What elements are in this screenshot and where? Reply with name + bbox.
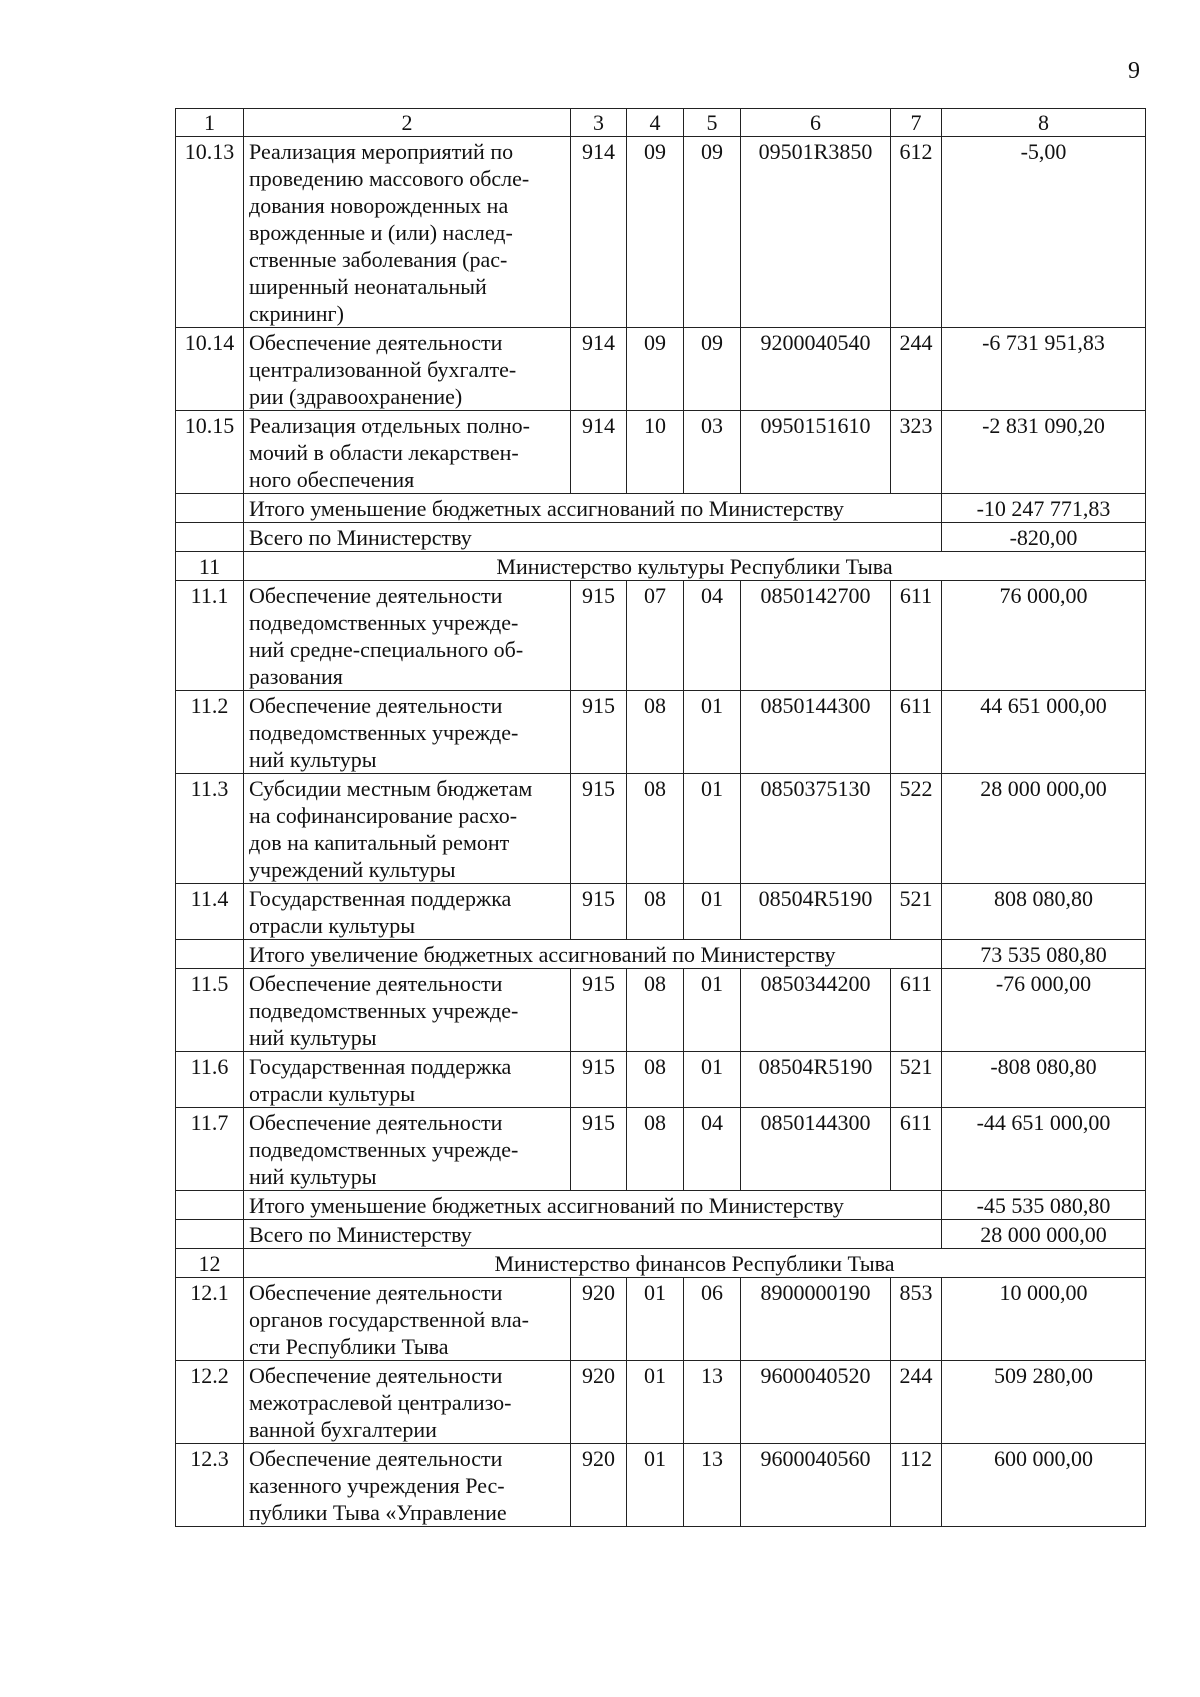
row-code-7: 612: [891, 137, 942, 328]
row-description: [244, 411, 571, 494]
description-line: подведомственных учрежде-: [249, 610, 519, 635]
description-line: Обеспечение деятельности: [249, 583, 503, 608]
row-code-5: 13: [684, 1444, 741, 1527]
row-code-7: 244: [891, 1361, 942, 1444]
header-cell-1: 1: [176, 109, 244, 137]
header-cell-5: 5: [684, 109, 741, 137]
section-number: 12: [176, 1249, 244, 1278]
row-code-7: 521: [891, 884, 942, 940]
row-code-6: 0850144300: [741, 1108, 891, 1191]
row-amount: -808 080,80: [942, 1052, 1146, 1108]
description-line: отрасли культуры: [249, 913, 416, 938]
row-code-7: 244: [891, 328, 942, 411]
row-code-4: 09: [627, 328, 684, 411]
row-amount: -44 651 000,00: [942, 1108, 1146, 1191]
row-code-3: 915: [571, 884, 627, 940]
row-code-4: 09: [627, 137, 684, 328]
subtotal-row: [176, 494, 1146, 523]
row-code-3: 915: [571, 1052, 627, 1108]
subtotal-label: Итого уменьшение бюджетных ассигнований по Министерству: [244, 1191, 942, 1220]
description-line: мочий в области лекарствен-: [249, 440, 519, 465]
table-row: [176, 137, 1146, 328]
row-code-4: 01: [627, 1361, 684, 1444]
header-cell-4: 4: [627, 109, 684, 137]
description-line: Обеспечение деятельности: [249, 1363, 503, 1388]
row-code-5: 04: [684, 1108, 741, 1191]
subtotal-amount: -45 535 080,80: [942, 1191, 1146, 1220]
row-code-4: 08: [627, 969, 684, 1052]
description-line: ванной бухгалтерии: [249, 1417, 437, 1442]
description-line: органов государственной вла-: [249, 1307, 529, 1332]
row-code-5: 09: [684, 137, 741, 328]
description-line: Субсидии местным бюджетам: [249, 776, 533, 801]
row-number: 11.3: [176, 774, 244, 884]
row-code-6: 8900000190: [741, 1278, 891, 1361]
section-row: [176, 1249, 1146, 1278]
table-body: [176, 109, 1146, 1527]
row-code-5: 04: [684, 581, 741, 691]
description-line: учреждений культуры: [249, 857, 456, 882]
description-line: подведомственных учрежде-: [249, 720, 519, 745]
row-amount: -5,00: [942, 137, 1146, 328]
row-code-4: 08: [627, 884, 684, 940]
row-code-7: 611: [891, 969, 942, 1052]
row-code-4: 08: [627, 774, 684, 884]
subtotal-row: [176, 940, 1146, 969]
row-code-3: 920: [571, 1361, 627, 1444]
row-description: [244, 884, 571, 940]
header-cell-3: 3: [571, 109, 627, 137]
description-line: ширенный неонатальный: [249, 274, 487, 299]
subtotal-amount: -10 247 771,83: [942, 494, 1146, 523]
description-line: ного обеспечения: [249, 467, 415, 492]
row-code-5: 01: [684, 691, 741, 774]
row-code-7: 853: [891, 1278, 942, 1361]
row-code-6: 08504R5190: [741, 884, 891, 940]
row-description: [244, 1108, 571, 1191]
table-row: [176, 1052, 1146, 1108]
description-line: ний культуры: [249, 1164, 377, 1189]
row-code-6: 9600040560: [741, 1444, 891, 1527]
subtotal-empty-cell: [176, 1191, 244, 1220]
subtotal-amount: -820,00: [942, 523, 1146, 552]
row-code-3: 914: [571, 137, 627, 328]
description-line: проведению массового обсле-: [249, 166, 530, 191]
section-title: Министерство культуры Республики Тыва: [244, 552, 1146, 581]
row-number: 10.14: [176, 328, 244, 411]
row-number: 12.1: [176, 1278, 244, 1361]
table-row: [176, 884, 1146, 940]
description-line: подведомственных учрежде-: [249, 998, 519, 1023]
row-description: [244, 691, 571, 774]
row-description: [244, 1361, 571, 1444]
description-line: Реализация отдельных полно-: [249, 413, 530, 438]
subtotal-row: [176, 523, 1146, 552]
description-line: ний культуры: [249, 1025, 377, 1050]
table-row: [176, 581, 1146, 691]
section-title: Министерство финансов Республики Тыва: [244, 1249, 1146, 1278]
subtotal-label: Всего по Министерству: [244, 523, 942, 552]
row-amount: 600 000,00: [942, 1444, 1146, 1527]
row-number: 12.2: [176, 1361, 244, 1444]
row-code-3: 920: [571, 1278, 627, 1361]
row-number: 12.3: [176, 1444, 244, 1527]
row-code-4: 01: [627, 1278, 684, 1361]
description-line: подведомственных учрежде-: [249, 1137, 519, 1162]
table-row: [176, 411, 1146, 494]
row-code-6: 0850144300: [741, 691, 891, 774]
row-number: 11.4: [176, 884, 244, 940]
row-description: [244, 969, 571, 1052]
description-line: Обеспечение деятельности: [249, 971, 503, 996]
section-row: [176, 552, 1146, 581]
row-code-7: 522: [891, 774, 942, 884]
row-code-5: 06: [684, 1278, 741, 1361]
row-amount: -76 000,00: [942, 969, 1146, 1052]
description-line: разования: [249, 664, 343, 689]
budget-table: [175, 108, 1146, 1527]
row-description: [244, 1052, 571, 1108]
row-code-7: 521: [891, 1052, 942, 1108]
description-line: межотраслевой централизо-: [249, 1390, 512, 1415]
row-number: 11.5: [176, 969, 244, 1052]
description-line: сти Республики Тыва: [249, 1334, 449, 1359]
row-code-6: 9200040540: [741, 328, 891, 411]
row-code-5: 01: [684, 1052, 741, 1108]
row-code-4: 08: [627, 1052, 684, 1108]
row-description: [244, 137, 571, 328]
row-amount: -6 731 951,83: [942, 328, 1146, 411]
row-number: 11.1: [176, 581, 244, 691]
row-code-6: 0850375130: [741, 774, 891, 884]
row-number: 10.15: [176, 411, 244, 494]
subtotal-empty-cell: [176, 494, 244, 523]
description-line: рии (здравоохранение): [249, 384, 463, 409]
description-line: публики Тыва «Управление: [249, 1500, 507, 1525]
description-line: ственные заболевания (рас-: [249, 247, 508, 272]
header-cell-2: 2: [244, 109, 571, 137]
row-code-3: 915: [571, 581, 627, 691]
row-code-3: 914: [571, 328, 627, 411]
row-amount: 44 651 000,00: [942, 691, 1146, 774]
row-code-5: 09: [684, 328, 741, 411]
table-row: [176, 1108, 1146, 1191]
page-number: 9: [1128, 58, 1140, 84]
row-code-3: 915: [571, 1108, 627, 1191]
header-cell-8: 8: [942, 109, 1146, 137]
row-description: [244, 1444, 571, 1527]
description-line: Реализация мероприятий по: [249, 139, 514, 164]
row-description: [244, 581, 571, 691]
row-code-3: 920: [571, 1444, 627, 1527]
row-amount: 808 080,80: [942, 884, 1146, 940]
header-row: [176, 109, 1146, 137]
row-description: [244, 774, 571, 884]
description-line: скрининг): [249, 301, 344, 326]
table-row: [176, 969, 1146, 1052]
row-amount: 10 000,00: [942, 1278, 1146, 1361]
description-line: Обеспечение деятельности: [249, 1110, 503, 1135]
description-line: врожденные и (или) наслед-: [249, 220, 513, 245]
table-row: [176, 1444, 1146, 1527]
table-row: [176, 328, 1146, 411]
section-number: 11: [176, 552, 244, 581]
description-line: Обеспечение деятельности: [249, 693, 503, 718]
subtotal-empty-cell: [176, 940, 244, 969]
row-number: 11.7: [176, 1108, 244, 1191]
row-code-7: 112: [891, 1444, 942, 1527]
row-code-7: 611: [891, 581, 942, 691]
row-code-4: 10: [627, 411, 684, 494]
row-code-4: 01: [627, 1444, 684, 1527]
description-line: казенного учреждения Рес-: [249, 1473, 505, 1498]
row-code-5: 01: [684, 774, 741, 884]
subtotal-label: Итого уменьшение бюджетных ассигнований по Министерству: [244, 494, 942, 523]
header-cell-7: 7: [891, 109, 942, 137]
row-code-6: 08504R5190: [741, 1052, 891, 1108]
row-code-5: 01: [684, 884, 741, 940]
row-code-6: 0850344200: [741, 969, 891, 1052]
description-line: централизованной бухгалте-: [249, 357, 517, 382]
description-line: на софинансирование расхо-: [249, 803, 518, 828]
table-row: [176, 774, 1146, 884]
row-code-5: 13: [684, 1361, 741, 1444]
subtotal-empty-cell: [176, 1220, 244, 1249]
description-line: ний средне-специального об-: [249, 637, 524, 662]
table-row: [176, 1361, 1146, 1444]
row-code-4: 07: [627, 581, 684, 691]
row-code-3: 915: [571, 691, 627, 774]
table-row: [176, 1278, 1146, 1361]
row-code-4: 08: [627, 1108, 684, 1191]
row-code-6: 0950151610: [741, 411, 891, 494]
description-line: Обеспечение деятельности: [249, 330, 503, 355]
row-description: [244, 1278, 571, 1361]
row-code-6: 0850142700: [741, 581, 891, 691]
row-amount: 76 000,00: [942, 581, 1146, 691]
description-line: дования новорожденных на: [249, 193, 509, 218]
description-line: ний культуры: [249, 747, 377, 772]
description-line: Государственная поддержка: [249, 886, 512, 911]
row-code-3: 914: [571, 411, 627, 494]
row-code-7: 611: [891, 1108, 942, 1191]
subtotal-label: Всего по Министерству: [244, 1220, 942, 1249]
row-code-7: 611: [891, 691, 942, 774]
subtotal-row: [176, 1191, 1146, 1220]
subtotal-row: [176, 1220, 1146, 1249]
subtotal-label: Итого увеличение бюджетных ассигнований по Министерству: [244, 940, 942, 969]
description-line: отрасли культуры: [249, 1081, 416, 1106]
row-number: 10.13: [176, 137, 244, 328]
row-description: [244, 328, 571, 411]
row-code-5: 01: [684, 969, 741, 1052]
row-amount: -2 831 090,20: [942, 411, 1146, 494]
row-amount: 28 000 000,00: [942, 774, 1146, 884]
row-number: 11.6: [176, 1052, 244, 1108]
description-line: Государственная поддержка: [249, 1054, 512, 1079]
row-code-4: 08: [627, 691, 684, 774]
description-line: Обеспечение деятельности: [249, 1446, 503, 1471]
row-code-6: 09501R3850: [741, 137, 891, 328]
row-code-6: 9600040520: [741, 1361, 891, 1444]
row-code-5: 03: [684, 411, 741, 494]
header-cell-6: 6: [741, 109, 891, 137]
description-line: Обеспечение деятельности: [249, 1280, 503, 1305]
subtotal-empty-cell: [176, 523, 244, 552]
row-number: 11.2: [176, 691, 244, 774]
row-amount: 509 280,00: [942, 1361, 1146, 1444]
subtotal-amount: 28 000 000,00: [942, 1220, 1146, 1249]
row-code-3: 915: [571, 969, 627, 1052]
row-code-7: 323: [891, 411, 942, 494]
row-code-3: 915: [571, 774, 627, 884]
subtotal-amount: 73 535 080,80: [942, 940, 1146, 969]
table-row: [176, 691, 1146, 774]
description-line: дов на капитальный ремонт: [249, 830, 510, 855]
